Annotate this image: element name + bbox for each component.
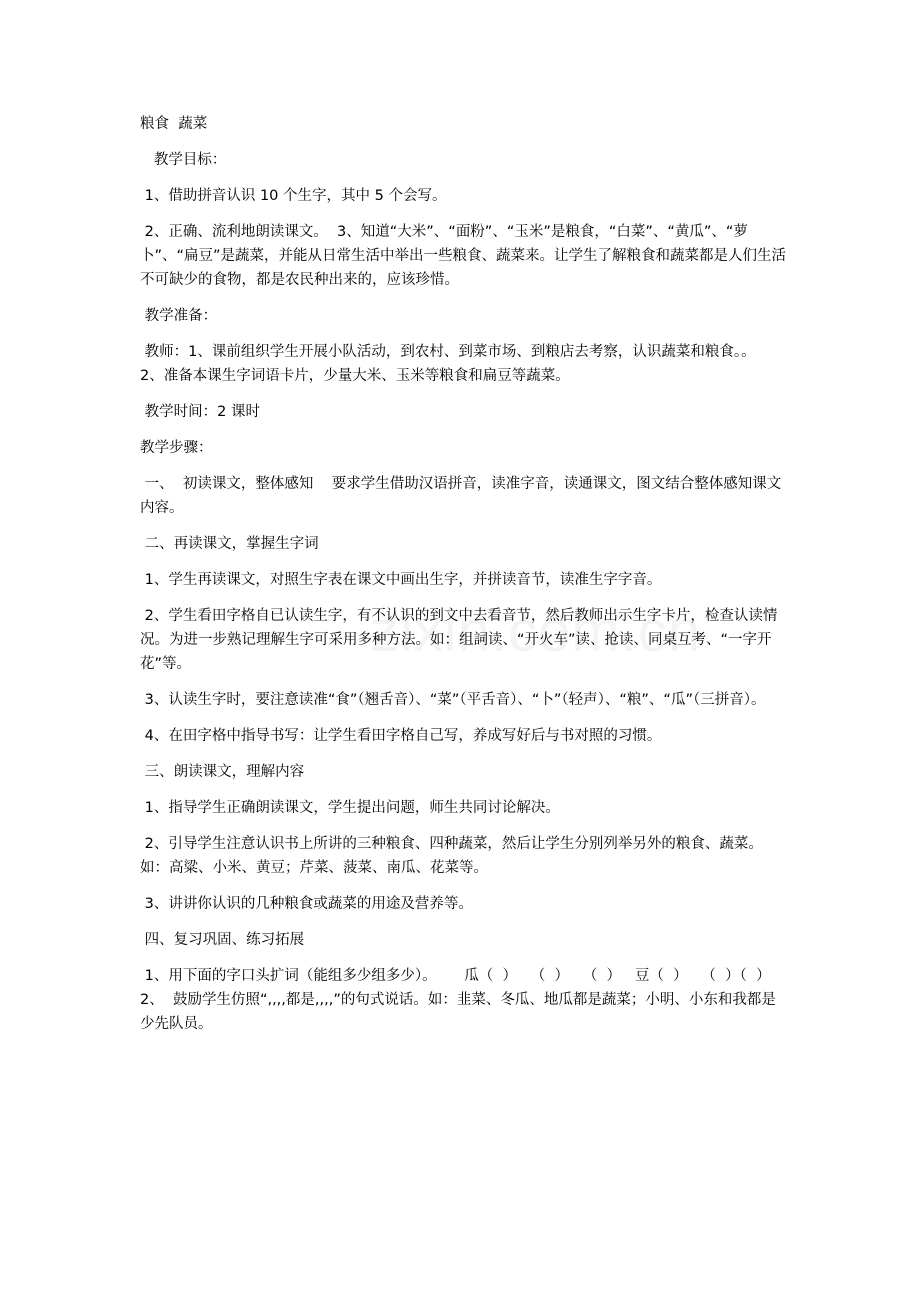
step-2-item-1: 1、学生再读课文，对照生字表在课文中画出生字，并拼读音节，读准生字字音。 bbox=[140, 572, 662, 588]
objective-2-3: 2、正确、流利地朗读课文。 3、知道“大米”、“面粉”、“玉米”是粮食，“白菜”、“黄瓜”、“萝卜”、“扁豆”是蔬菜，并能从日常生活中举出一些粮食、蔬菜来。让学生了解粮食和蔬菜都是人们生活不可缺少的食物，都是农民种出来的，应该珍惜。 bbox=[140, 224, 787, 288]
preparation-text: 教师：1、课前组织学生开展小队活动，到农村、到菜市场、到粮店去考察，认识蔬菜和粮食。。 2、准备本课生字词语卡片，少量大米、玉米等粮食和扁豆等蔬菜。 bbox=[140, 344, 770, 384]
step-4-items: 1、用下面的字口头扩词（能组多少组多少）。 瓜（ ） （ ） （ ） 豆（ ） （ ）（ ） 2、 鼓励学生仿照“,,,,都是,,,,”的句式说话。如：韭菜、冬瓜、地瓜都是蔬菜；小明、小东和我都是少先队员。 bbox=[140, 968, 785, 1032]
step-1: 一、 初读课文，整体感知 要求学生借助汉语拼音，读准字音，读通课文，图文结合整体感知课文内容。 bbox=[140, 476, 782, 516]
step-3-item-2: 2、引导学生注意认识书上所讲的三种粮食、四种蔬菜，然后让学生分别列举另外的粮食、蔬菜。如：高粱、小米、黄豆；芹菜、菠菜、南瓜、花菜等。 bbox=[140, 836, 763, 876]
section-heading-steps: 教学步骤： bbox=[140, 440, 213, 456]
objective-1: 1、借助拼音认识 10 个生字，其中 5 个会写。 bbox=[140, 188, 447, 204]
step-2-item-3: 3、认读生字时，要注意读准“食”（翘舌音）、“菜”（平舌音）、“卜”（轻声）、“粮”、“瓜”（三拼音）。 bbox=[140, 692, 766, 708]
section-heading-preparation: 教学准备： bbox=[140, 308, 218, 324]
step-4-heading: 四、复习巩固、练习拓展 bbox=[140, 932, 305, 948]
teaching-time: 教学时间：2 课时 bbox=[140, 404, 260, 420]
step-2-heading: 二、再读课文，掌握生字词 bbox=[140, 536, 319, 552]
document-title: 粮食 蔬菜 bbox=[140, 116, 208, 132]
step-3-heading: 三、朗读课文，理解内容 bbox=[140, 764, 305, 780]
document-body bbox=[140, 112, 790, 1048]
step-3-item-1: 1、指导学生正确朗读课文，学生提出问题，师生共同讨论解决。 bbox=[140, 800, 560, 816]
step-2-item-4: 4、在田字格中指导书写：让学生看田字格自己写，养成写好后与书对照的习惯。 bbox=[140, 728, 662, 744]
step-2-item-2: 2、学生看田字格自已认读生字，有不认识的到文中去看音节，然后教师出示生字卡片，检查认读情况。为进一步熟记理解生字可采用多种方法。如：组詞读、“开火车”读、抢读、同桌互考、“一字开花”等。 bbox=[140, 608, 778, 672]
section-heading-objectives: 教学目标： bbox=[140, 152, 227, 168]
step-3-item-3: 3、讲讲你认识的几种粮食或蔬菜的用途及营养等。 bbox=[140, 896, 473, 912]
